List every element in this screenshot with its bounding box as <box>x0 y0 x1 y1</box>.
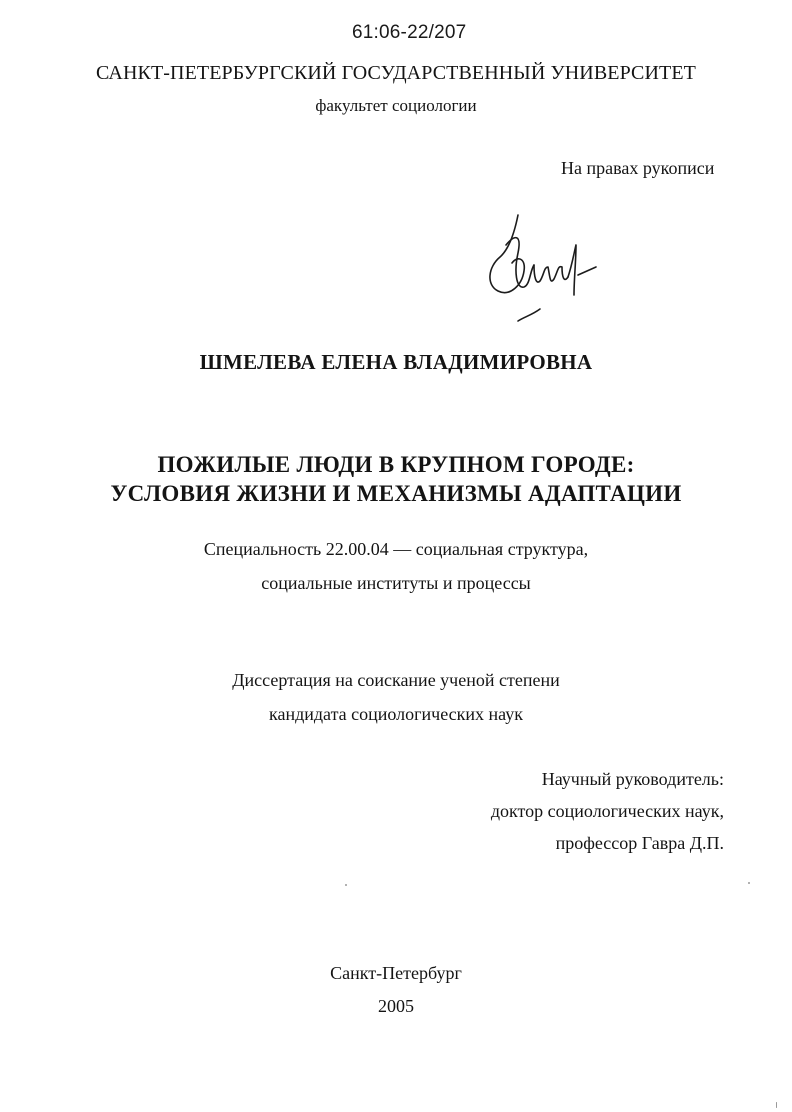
scan-speck <box>748 882 750 884</box>
university-name: САНКТ-ПЕТЕРБУРГСКИЙ ГОСУДАРСТВЕННЫЙ УНИВЕРСИТЕТ <box>95 62 696 84</box>
publication-city: Санкт-Петербург <box>330 963 462 983</box>
manuscript-note: На правах рукописи <box>561 158 715 178</box>
degree-line-2: кандидата социологических наук <box>269 704 523 724</box>
degree-line-1: Диссертация на соискание ученой степени <box>232 670 560 690</box>
faculty-name: факультет социологии <box>315 96 477 115</box>
scan-speck <box>345 884 347 886</box>
author-name: ШМЕЛЕВА ЕЛЕНА ВЛАДИМИРОВНА <box>199 350 593 374</box>
thesis-title-line-1: ПОЖИЛЫЕ ЛЮДИ В КРУПНОМ ГОРОДЕ: <box>157 452 635 477</box>
specialty-line-2: социальные институты и процессы <box>261 573 531 593</box>
catalog-number: 61:06-22/207 <box>352 22 467 43</box>
handwritten-signature-icon <box>478 205 608 335</box>
supervisor-degree: доктор социологических наук, <box>490 801 724 821</box>
publication-year: 2005 <box>378 996 414 1016</box>
thesis-title-line-2: УСЛОВИЯ ЖИЗНИ И МЕХАНИЗМЫ АДАПТАЦИИ <box>110 481 682 506</box>
specialty-line-1: Специальность 22.00.04 — социальная структура, <box>203 539 589 559</box>
scan-speck <box>776 1102 777 1108</box>
supervisor-label: Научный руководитель: <box>541 769 724 789</box>
supervisor-name: профессор Гавра Д.П. <box>555 833 724 853</box>
